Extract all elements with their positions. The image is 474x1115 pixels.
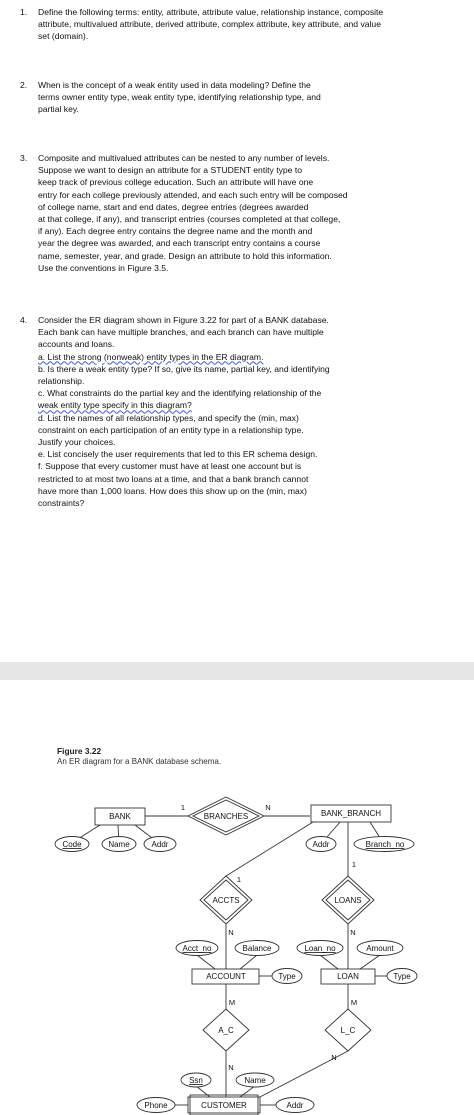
- attribute-code: Code: [62, 840, 82, 850]
- attribute-phone: Phone: [144, 1101, 168, 1111]
- text-line: attribute, multivalued attribute, derived attribute, complex attribute, key attribute, and value: [38, 19, 381, 30]
- question-number: 3.: [20, 153, 28, 163]
- cardinality-label: N: [228, 1062, 234, 1072]
- text-line: f. Suppose that every customer must have at least one account but is: [38, 461, 302, 472]
- text-line: a. List the strong (nonweak) entity types in the ER diagram.: [38, 351, 264, 362]
- cardinality-label: N: [265, 802, 271, 812]
- attribute-bank-name: Name: [108, 840, 130, 850]
- text-line: entry for each college previously attended, and each such entry will be composed: [38, 189, 348, 200]
- cardinality-label: N: [331, 1052, 337, 1062]
- relationship-accts: ACCTS: [212, 896, 240, 906]
- attribute-ssn: Ssn: [189, 1076, 203, 1086]
- attribute-loan-no: Loan_no: [304, 944, 336, 954]
- question-text: [38, 314, 470, 509]
- attribute-balance: Balance: [242, 944, 272, 954]
- question-text: [38, 152, 470, 274]
- cardinality-label: M: [350, 997, 358, 1007]
- figure-caption: An ER diagram for a BANK database schema.: [57, 757, 222, 766]
- text-line: Composite and multivalued attributes can be nested to any number of levels.: [38, 153, 330, 163]
- attribute-customer-name: Name: [244, 1076, 266, 1086]
- attribute-customer-addr: Addr: [286, 1101, 304, 1111]
- entity-bank: BANK: [109, 812, 131, 822]
- text-line: of college name, start and end dates, degree entries (degrees awarded: [38, 201, 309, 212]
- attribute-branch-addr: Addr: [312, 840, 330, 850]
- attribute-amount: Amount: [366, 944, 394, 954]
- text-line: e. List concisely the user requirements that led to this ER schema design.: [38, 449, 318, 460]
- question-number: 4.: [20, 315, 28, 325]
- figure-panel: [0, 680, 474, 1115]
- cardinality-label: M: [228, 997, 236, 1007]
- page-separator: [0, 662, 474, 680]
- text-line: c. What constraints do the partial key and the identifying relationship of the: [38, 388, 322, 399]
- entity-customer: CUSTOMER: [201, 1101, 247, 1111]
- text-line: b. Is there a weak entity type? If so, give its name, partial key, and identifying: [38, 363, 330, 374]
- question-number: 1.: [20, 7, 28, 17]
- text-line: d. List the names of all relationship types, and specify the (min, max): [38, 412, 299, 423]
- text-line: Each bank can have multiple branches, and each branch can have multiple: [38, 327, 324, 338]
- text-line: keep track of previous college education. Such an attribute will have one: [38, 177, 314, 188]
- cardinality-label: N: [228, 927, 234, 937]
- cardinality-label: N: [350, 927, 356, 937]
- text-line: restricted to at most two loans at a time, and that a bank branch cannot: [38, 473, 309, 484]
- text-line: When is the concept of a weak entity used in data modeling? Define the: [38, 80, 311, 90]
- figure-title: Figure 3.22: [57, 746, 102, 756]
- text-line: Justify your choices.: [38, 437, 116, 448]
- entity-bank-branch: BANK_BRANCH: [320, 809, 382, 819]
- text-line: Suppose we want to design an attribute for a STUDENT entity type to: [38, 165, 303, 176]
- cardinality-label: 1: [351, 859, 357, 869]
- question-text: [38, 79, 470, 116]
- attribute-branch-no: Branch_no: [365, 840, 405, 850]
- entity-loan: LOAN: [337, 972, 359, 982]
- relationship-branches: BRANCHES: [203, 812, 249, 822]
- text-line: at that college, if any), and transcript entries (courses completed at that college,: [38, 214, 341, 225]
- attribute-bank-addr: Addr: [151, 840, 169, 850]
- question-number: 2.: [20, 80, 28, 90]
- text-line: terms owner entity type, weak entity type, identifying relationship type, and: [38, 92, 321, 103]
- text-line: if any). Each degree entry contains the degree name and the month and: [38, 226, 313, 237]
- relationship-a-c: A_C: [218, 1026, 234, 1036]
- question-text: [38, 6, 470, 43]
- text-line: name, semester, year, and grade. Design an attribute to hold this information.: [38, 250, 332, 261]
- text-line: have more than 1,000 loans. How does this show up on the (min, max): [38, 485, 307, 496]
- text-line: partial key.: [38, 104, 79, 115]
- attribute-acct-no: Acct_no: [182, 944, 212, 954]
- text-line: Define the following terms: entity, attribute, attribute value, relationship instance, composite: [38, 7, 384, 17]
- cardinality-label: 1: [236, 874, 242, 884]
- text-line: weak entity type specify in this diagram?: [38, 400, 192, 411]
- relationship-loans: LOANS: [334, 896, 362, 906]
- text-line: constraint on each participation of an entity type in a relationship type.: [38, 424, 304, 435]
- cardinality-label: 1: [180, 802, 186, 812]
- text-line: relationship.: [38, 376, 85, 387]
- attribute-acct-type: Type: [278, 972, 296, 982]
- attribute-loan-type: Type: [393, 972, 411, 982]
- text-line: Use the conventions in Figure 3.5.: [38, 262, 169, 273]
- relationship-l-c: L_C: [340, 1026, 356, 1036]
- text-line: accounts and loans.: [38, 339, 115, 350]
- entity-account: ACCOUNT: [206, 972, 246, 982]
- text-line: set (domain).: [38, 31, 89, 42]
- text-line: year the degree was awarded, and each transcript entry contains a course: [38, 238, 321, 249]
- text-line: Consider the ER diagram shown in Figure 3.22 for part of a BANK database.: [38, 315, 329, 325]
- text-line: constraints?: [38, 498, 85, 509]
- er-diagram: [0, 680, 474, 1115]
